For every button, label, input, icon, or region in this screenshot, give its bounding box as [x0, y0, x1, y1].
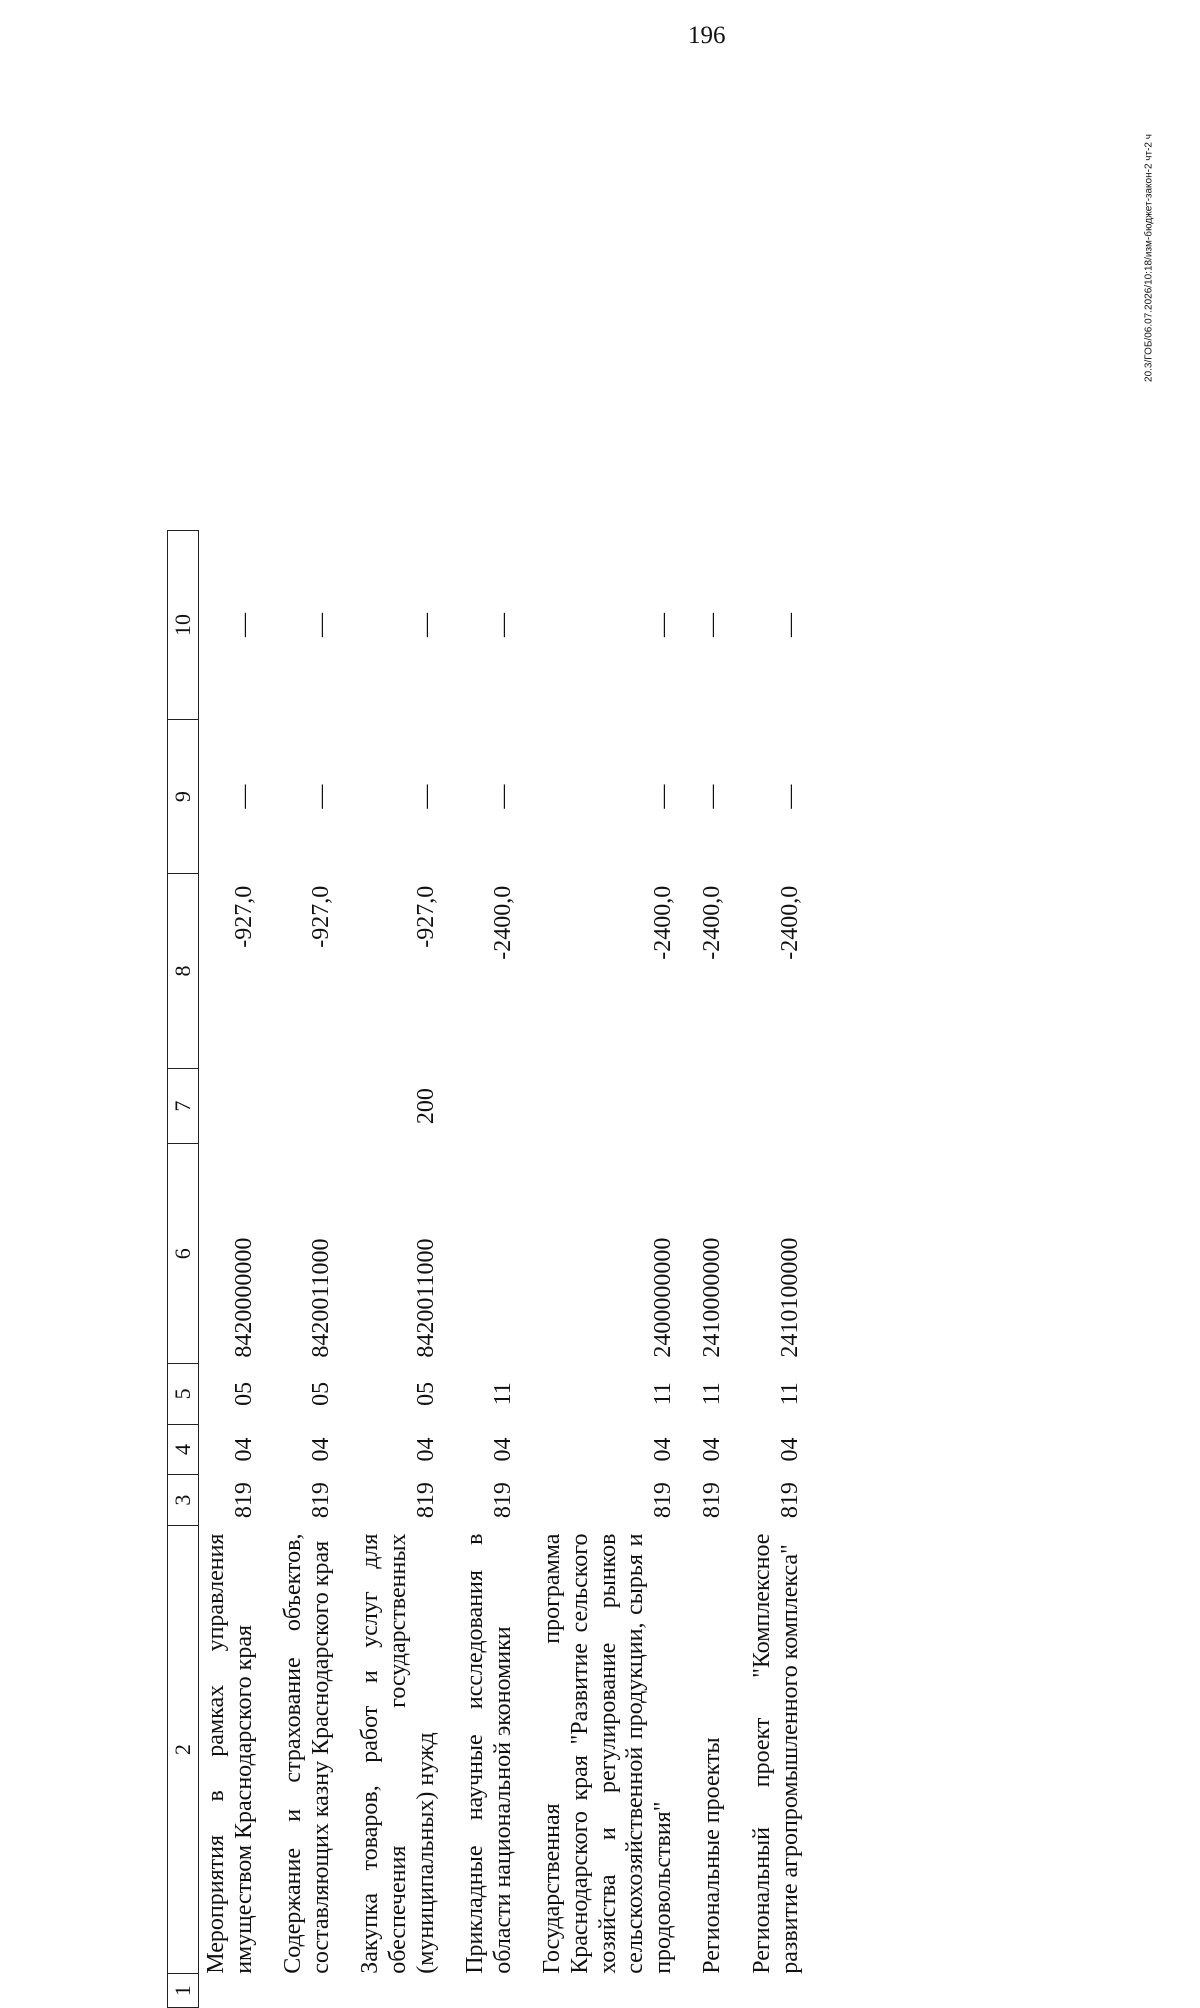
- cell-col-7: [199, 1068, 259, 1143]
- cell-col-5: 11: [699, 1382, 726, 1406]
- row-name: Закупка товаров, работ и услуг для обеспечения государственных (муниципальных) нужд: [357, 1533, 439, 1974]
- cell-col-9: —: [699, 784, 726, 809]
- cell-col-4: 04: [412, 1437, 439, 1462]
- cell-col-3: 819: [649, 1482, 676, 1519]
- cell-col-7: [727, 1068, 804, 1143]
- header-col-1: 1: [168, 1974, 199, 2008]
- cell-col-1: [258, 1974, 335, 2008]
- cell-col-6: 2410000000: [699, 1237, 726, 1358]
- cell-col-4: 04: [649, 1437, 676, 1462]
- cell-col-10: —: [412, 612, 439, 637]
- cell-col-8: -2400,0: [776, 885, 803, 960]
- cell-col-4: 04: [230, 1437, 257, 1462]
- cell-col-6: [440, 1144, 517, 1364]
- header-col-2: 2: [168, 1526, 199, 1974]
- cell-col-8: -2400,0: [489, 885, 516, 960]
- cell-col-8: -927,0: [412, 885, 439, 948]
- cell-col-6: 8420011000: [412, 1238, 439, 1358]
- cell-col-6: 2410100000: [776, 1237, 803, 1358]
- cell-col-9: —: [489, 784, 516, 809]
- rotated-table-area: [167, 530, 1095, 2008]
- cell-col-3: 819: [230, 1482, 257, 1519]
- header-col-7: 7: [168, 1068, 199, 1143]
- cell-col-1: [440, 1974, 517, 2008]
- cell-col-5: 05: [307, 1381, 334, 1406]
- table-row: [199, 531, 259, 2008]
- cell-col-9: —: [230, 784, 257, 809]
- budget-table: [167, 530, 804, 2008]
- cell-col-10: —: [649, 612, 676, 637]
- header-col-8: 8: [168, 874, 199, 1069]
- cell-col-3: 819: [776, 1482, 803, 1519]
- cell-col-1: [677, 1974, 727, 2008]
- cell-col-5: 11: [489, 1382, 516, 1406]
- table-row: [440, 531, 517, 2008]
- cell-col-3: 819: [307, 1482, 334, 1519]
- cell-col-3: 819: [699, 1482, 726, 1519]
- cell-col-1: [199, 1974, 259, 2008]
- cell-col-10: —: [489, 612, 516, 637]
- header-col-4: 4: [168, 1424, 199, 1475]
- cell-col-6: 8420000000: [230, 1237, 257, 1358]
- cell-col-7: 200: [412, 1088, 439, 1125]
- cell-col-8: -927,0: [230, 885, 257, 948]
- cell-col-10: —: [776, 612, 803, 637]
- cell-col-9: —: [776, 784, 803, 809]
- cell-col-1: [727, 1974, 804, 2008]
- header-col-9: 9: [168, 719, 199, 873]
- table-row: [727, 531, 804, 2008]
- cell-col-8: -927,0: [307, 885, 334, 948]
- header-col-10: 10: [168, 531, 199, 720]
- table-row: [677, 531, 727, 2008]
- cell-col-7: [517, 1068, 677, 1143]
- cell-col-8: -2400,0: [649, 885, 676, 960]
- row-name: Региональный проект "Комплексное развитие агропромышленного комплекса": [748, 1533, 803, 1974]
- cell-col-4: 04: [776, 1437, 803, 1462]
- cell-col-4: 04: [699, 1437, 726, 1462]
- header-col-5: 5: [168, 1364, 199, 1425]
- cell-col-1: [335, 1974, 440, 2008]
- table-row: [517, 531, 677, 2008]
- document-code-text: 20.3/ГОБ/06.07.2026/10:18/изм-бюджет-закон-2 чт-2 ч: [1143, 134, 1155, 382]
- row-name: Региональные проекты: [699, 1737, 726, 1974]
- cell-col-5: 05: [412, 1381, 439, 1406]
- cell-col-5: 11: [776, 1382, 803, 1406]
- cell-col-9: —: [412, 784, 439, 809]
- header-col-3: 3: [168, 1475, 199, 1526]
- cell-col-6: 2400000000: [649, 1237, 676, 1358]
- cell-col-1: [517, 1974, 677, 2008]
- cell-col-3: 819: [412, 1482, 439, 1519]
- document-code: [1143, 108, 1155, 408]
- cell-col-7: [258, 1068, 335, 1143]
- cell-col-5: 11: [649, 1382, 676, 1406]
- cell-col-10: —: [230, 612, 257, 637]
- cell-col-10: —: [307, 612, 334, 637]
- cell-col-4: 04: [489, 1437, 516, 1462]
- table-header-row: [168, 531, 199, 2008]
- cell-col-5: 05: [230, 1381, 257, 1406]
- row-name: Содержание и страхование объектов, составляющих казну Краснодарского края: [280, 1533, 334, 1974]
- table-row: [258, 531, 335, 2008]
- cell-col-10: —: [699, 612, 726, 637]
- cell-col-7: [440, 1068, 517, 1143]
- page-number: 196: [688, 22, 726, 49]
- cell-col-8: -2400,0: [699, 885, 726, 960]
- cell-col-4: 04: [307, 1437, 334, 1462]
- cell-col-6: 8420011000: [307, 1238, 334, 1358]
- cell-col-9: —: [649, 784, 676, 809]
- row-name: Прикладные научные исследования в области национальной экономики: [462, 1533, 516, 1974]
- cell-col-7: [677, 1068, 727, 1143]
- row-name: Мероприятия в рамках управления имуществом Краснодарского края: [203, 1533, 257, 1974]
- row-name: Государственная программа Краснодарского края "Развитие сельского хозяйства и регулирование рынков сельскохозяйственной продукции, сырья и продовольствия": [539, 1533, 676, 1974]
- table-row: [335, 531, 440, 2008]
- header-col-6: 6: [168, 1144, 199, 1364]
- cell-col-9: —: [307, 784, 334, 809]
- cell-col-3: 819: [489, 1482, 516, 1519]
